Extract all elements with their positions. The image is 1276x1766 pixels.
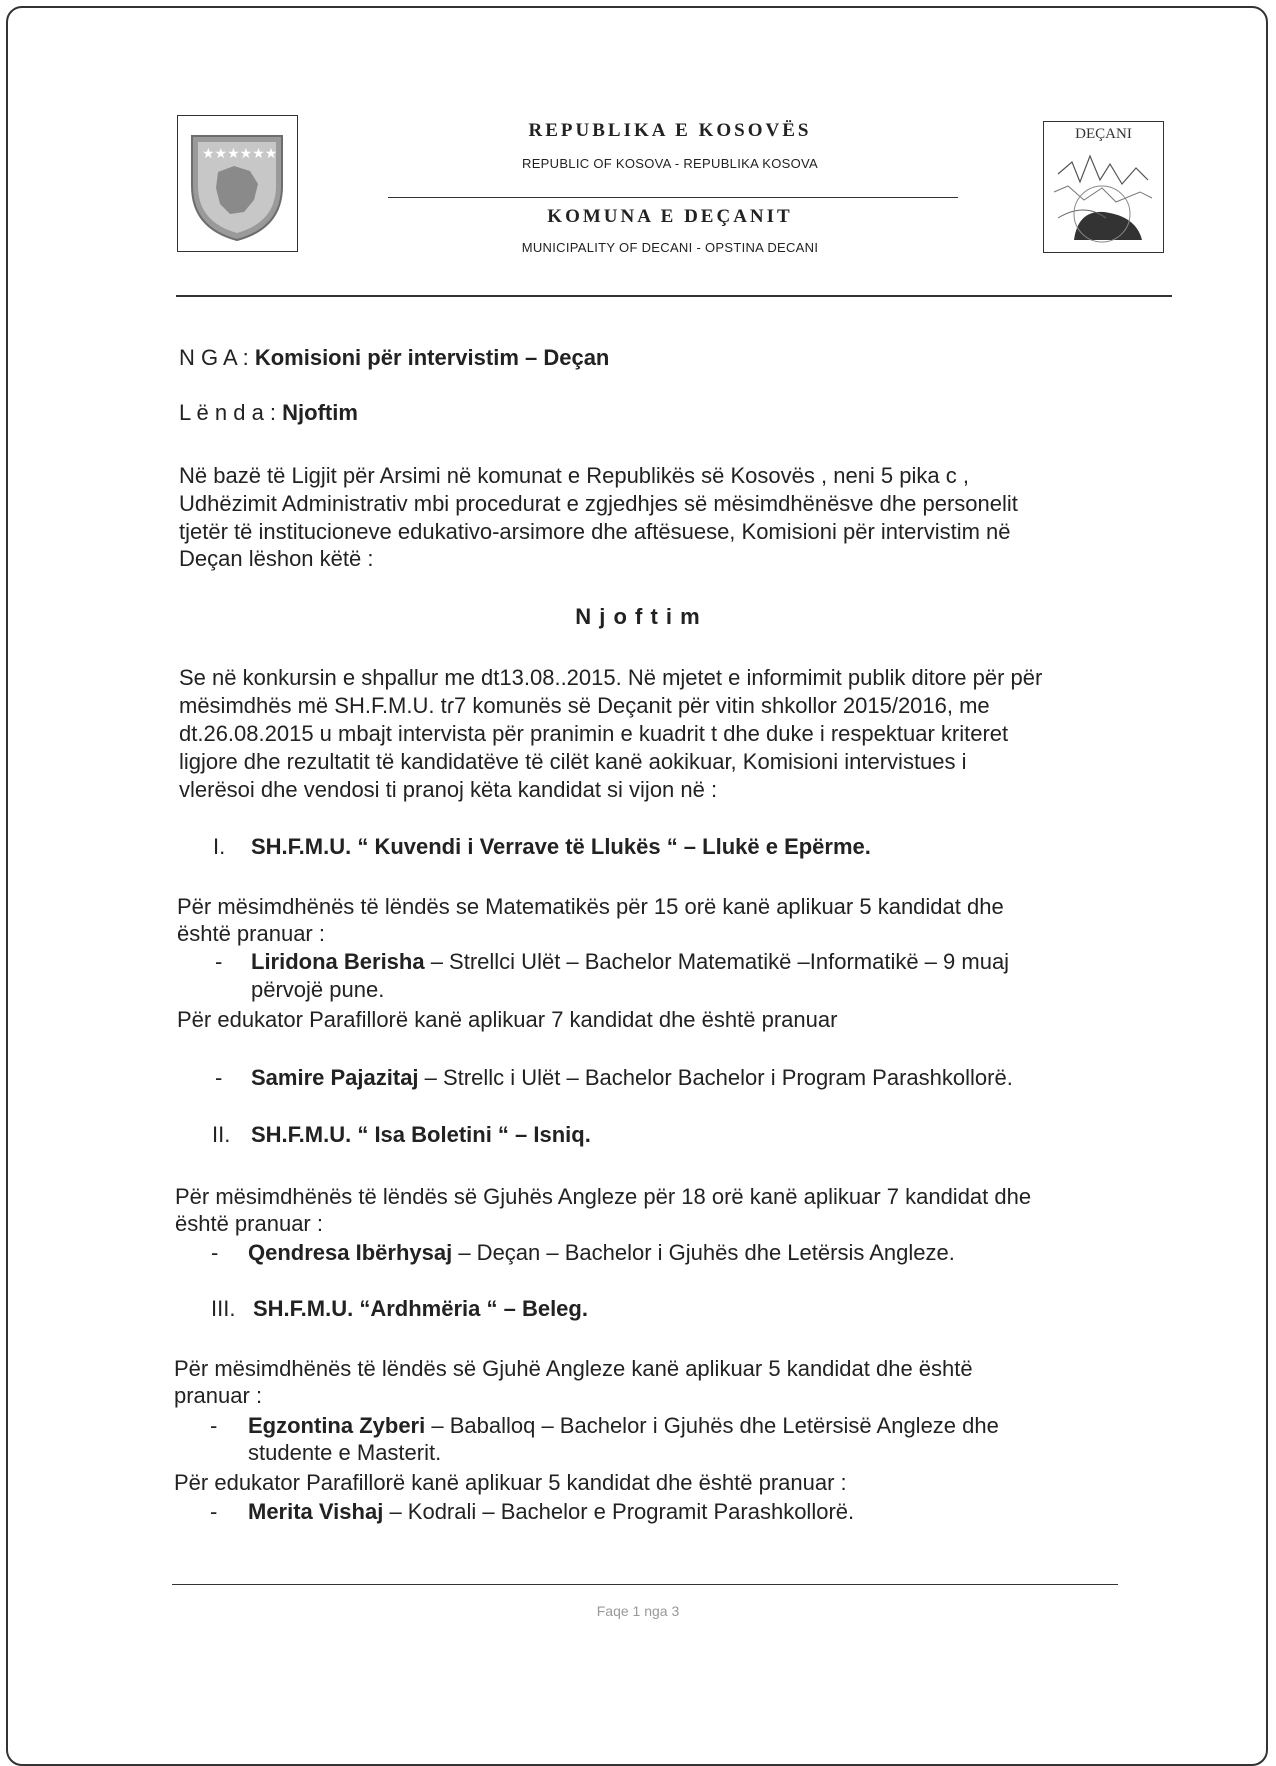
decani-logo-label: DEÇANI (1075, 126, 1132, 142)
candidate-name: Liridona Berisha (251, 949, 425, 974)
candidate-detail: – Baballoq – Bachelor i Gjuhës dhe Letërsisë Angleze dhe (425, 1413, 999, 1438)
candidate-detail: – Strellci Ulët – Bachelor Matematikë –Informatikë – 9 muaj (424, 949, 1010, 974)
candidate-entry (248, 1239, 955, 1267)
candidate-name: Egzontina Zyberi (248, 1413, 426, 1438)
candidate-dash: - (210, 1499, 218, 1524)
candidate-dash: - (215, 949, 223, 974)
notice-line: Se në konkursin e shpallur me dt13.08..2015. Në mjetet e informimit publik ditore për për (179, 665, 1043, 690)
svg-text:★★★★★★: ★★★★★★ (202, 146, 278, 162)
candidate-detail: – Deçan – Bachelor i Gjuhës dhe Letërsis Angleze. (452, 1240, 955, 1265)
republic-title: REPUBLIKA E KOSOVËS (528, 120, 812, 141)
from-line (179, 344, 609, 372)
page-number: Faqe 1 nga 3 (596, 1603, 680, 1619)
notice-line: mësimdhës më SH.F.M.U. tɾ7 komunës së Deçanit për vitin shkollor 2015/2016, me (179, 693, 990, 718)
notice-line: ligjore dhe rezultatit të kandidatëve të cilët kanë aokikuar, Komisioni intervistues i (179, 749, 967, 774)
section-numeral: III. (211, 1296, 236, 1321)
candidate-entry (251, 1064, 1013, 1092)
candidate-detail-cont: studente e Masterit. (248, 1440, 442, 1465)
footer-divider (172, 1584, 1118, 1585)
municipality-subtitle: MUNICIPALITY OF DECANI - OPSTINA DECANI (521, 240, 819, 255)
notice-line: vlerësoi dhe vendosi ti pranoj këta kandidat si vijon në : (179, 777, 718, 802)
section-paragraph: është pranuar : (177, 921, 325, 946)
subject-label: L ë n d a : (179, 400, 277, 425)
from-value: Komisioni për intervistim – Deçan (254, 345, 610, 370)
section-title: SH.F.M.U. “ Kuvendi i Verrave të Llukës “ – Llukë e Epërme. (251, 834, 871, 859)
notice-line: dt.26.08.2015 u mbajt intervista për pranimin e kuadrit t dhe duke i respektuar kriteret (179, 721, 1009, 746)
section-paragraph: Për mësimdhënës të lëndës se Matematikës për 15 orë kanë aplikuar 5 kandidat dhe (177, 894, 1004, 919)
section-paragraph: Për edukator Parafillorë kanë aplikuar 7 kandidat dhe është pranuar (177, 1007, 838, 1032)
candidate-name: Samire Pajazitaj (251, 1065, 419, 1090)
section-paragraph: Për mësimdhënës të lëndës së Gjuhës Angleze për 18 orë kanë aplikuar 7 kandidat dhe (175, 1184, 1032, 1209)
candidate-name: Qendresa Ibërhysaj (248, 1240, 453, 1265)
municipality-title: KOMUNA E DEÇANIT (547, 206, 793, 227)
candidate-entry (248, 1412, 999, 1440)
candidate-entry (251, 948, 1009, 976)
section-paragraph: Për mësimdhënës të lëndës së Gjuhë Angleze kanë aplikuar 5 kandidat dhe është (174, 1356, 973, 1381)
republic-subtitle: REPUBLIC OF KOSOVA - REPUBLIKA KOSOVA (522, 156, 818, 171)
candidate-name: Merita Vishaj (248, 1499, 384, 1524)
candidate-detail: – Kodrali – Bachelor e Programit Parashkollorë. (383, 1499, 855, 1524)
candidate-dash: - (211, 1240, 219, 1265)
intro-line: Në bazë të Ligjit për Arsimi në komunat e Republikës së Kosovës , neni 5 pika c , (179, 463, 969, 488)
section-paragraph: Për edukator Parafillorë kanë aplikuar 5 kandidat dhe është pranuar : (174, 1470, 847, 1495)
candidate-dash: - (215, 1065, 223, 1090)
intro-line: tjetër të institucioneve edukativo-arsimore dhe aftësuese, Komisioni për intervistim në (179, 519, 1011, 544)
kosovo-coat-of-arms-logo (177, 115, 298, 252)
section-title: SH.F.M.U. “Ardhmëria “ – Beleg. (253, 1296, 588, 1321)
subject-value: Njoftim (282, 400, 358, 425)
decani-municipal-logo (1043, 121, 1164, 253)
candidate-detail: – Strellc i Ulët – Bachelor Bachelor i Program Parashkollorë. (418, 1065, 1013, 1090)
section-numeral: II. (212, 1122, 231, 1147)
section-numeral: I. (213, 834, 226, 859)
section-paragraph: pranuar : (174, 1383, 263, 1408)
intro-line: Deçan lëshon këtë : (179, 546, 374, 571)
notice-title: N j o f t i m (575, 604, 701, 629)
candidate-entry (248, 1498, 854, 1526)
candidate-dash: - (210, 1413, 218, 1438)
subject-line (179, 399, 358, 427)
section-title: SH.F.M.U. “ Isa Boletini “ – Isniq. (251, 1122, 591, 1147)
intro-line: Udhëzimit Administrativ mbi procedurat e zgjedhjes së mësimdhënësve dhe personelit (179, 491, 1018, 516)
section-paragraph: është pranuar : (175, 1211, 323, 1236)
header-separator (176, 295, 1172, 297)
from-label: N G A : (179, 345, 249, 370)
candidate-detail-cont: përvojë pune. (251, 977, 385, 1002)
header-divider (388, 197, 958, 198)
